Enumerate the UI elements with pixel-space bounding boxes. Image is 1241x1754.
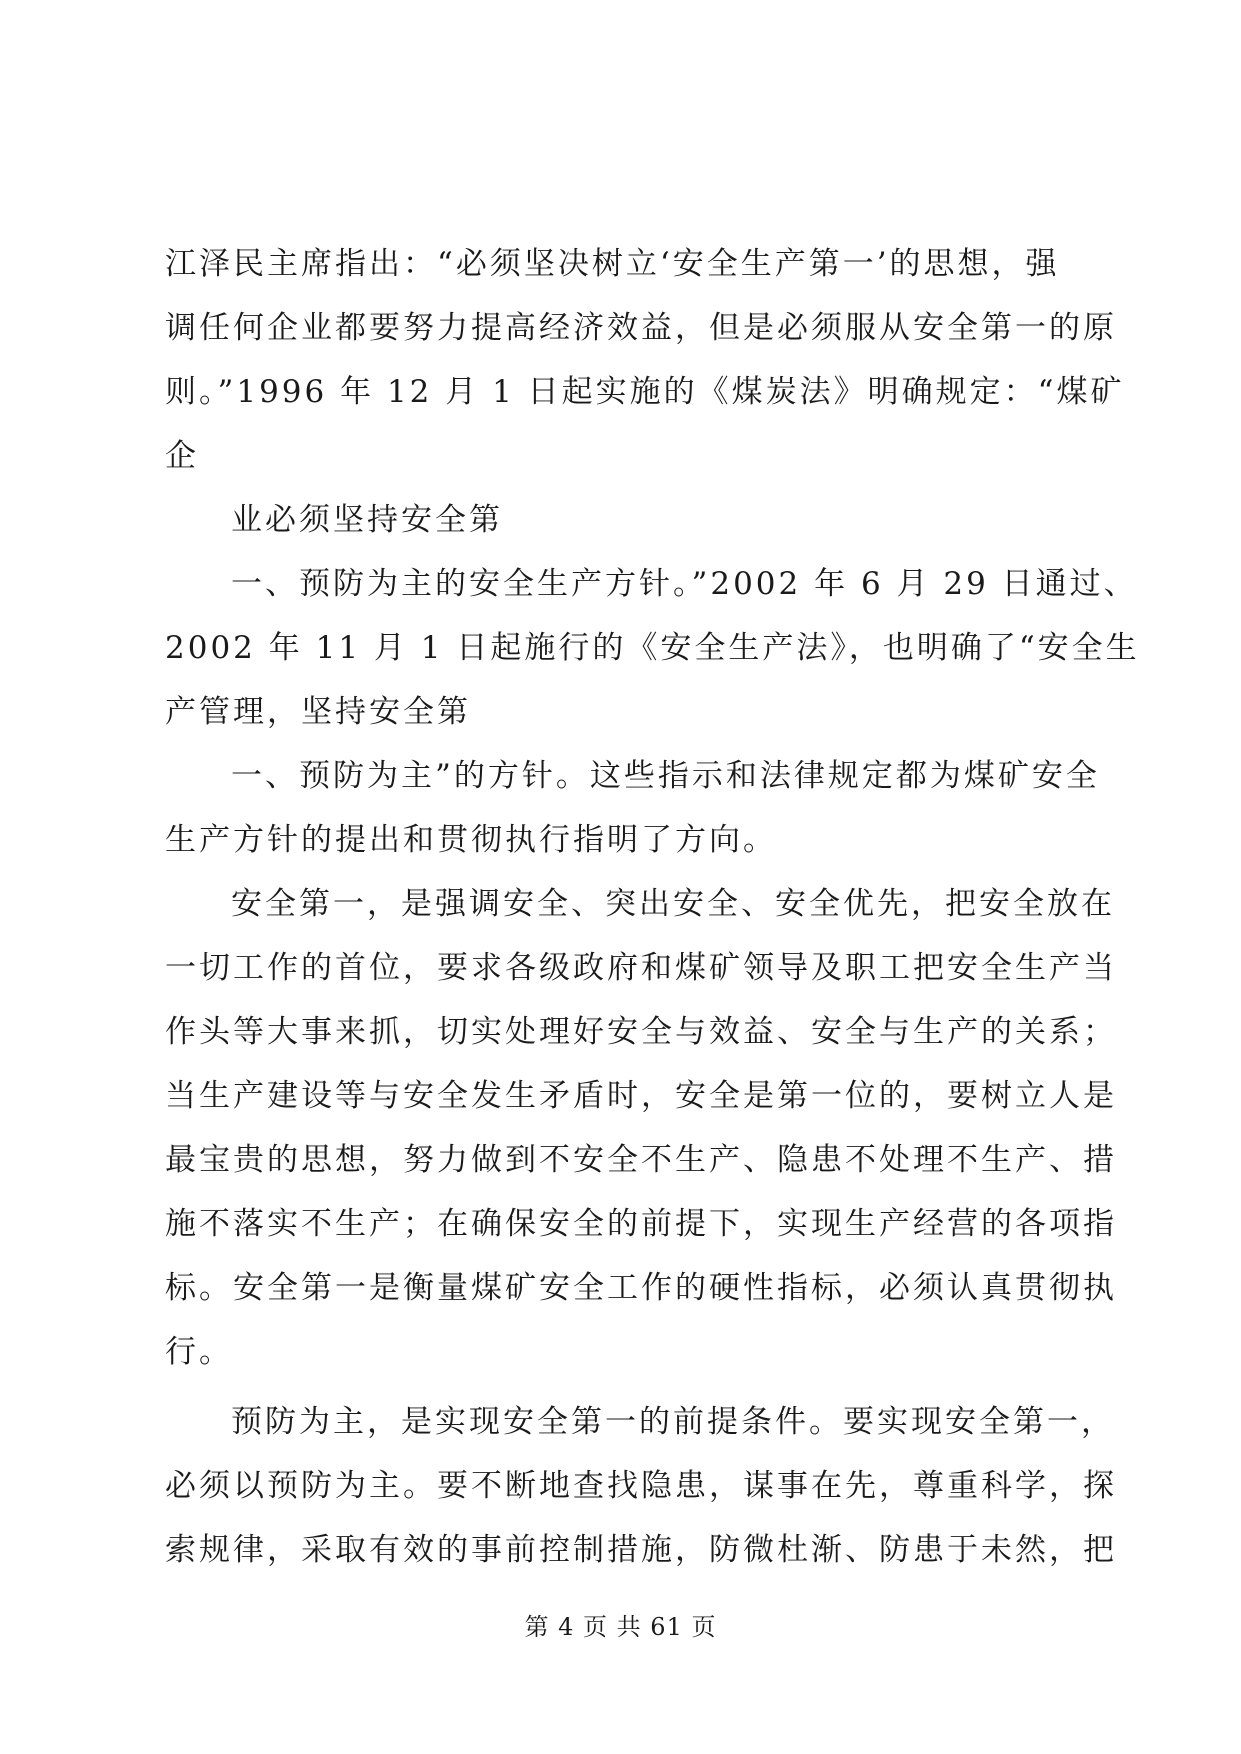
text-line: 施不落实不生产；在确保安全的前提下，实现生产经营的各项指 — [165, 1206, 1117, 1242]
text-line: 预防为主，是实现安全第一的前提条件。要实现安全第一， — [231, 1404, 1115, 1440]
text-line: 作头等大事来抓，切实处理好安全与效益、安全与生产的关系； — [165, 1014, 1117, 1050]
text-line: 索规律，采取有效的事前控制措施，防微杜渐、防患于未然，把 — [165, 1532, 1117, 1568]
text-line: 企 — [165, 438, 199, 474]
text-line: 2002 年 11 月 1 日起施行的《安全生产法》，也明确了“安全生 — [165, 630, 1140, 666]
page-footer: 第 4 页 共 61 页 — [524, 1613, 717, 1641]
text-line: 一切工作的首位，要求各级政府和煤矿领导及职工把安全生产当 — [165, 950, 1117, 986]
text-line: 一、预防为主的安全生产方针。”2002 年 6 月 29 日通过、 — [231, 566, 1138, 602]
text-line: 江泽民主席指出：“必须坚决树立‘安全生产第一’的思想，强 — [165, 246, 1060, 282]
body-text — [165, 232, 1140, 1582]
text-line: 生产方针的提出和贯彻执行指明了方向。 — [165, 822, 777, 858]
text-line: 安全第一，是强调安全、突出安全、安全优先，把安全放在 — [231, 886, 1115, 922]
text-line: 调任何企业都要努力提高经济效益，但是必须服从安全第一的原 — [165, 310, 1117, 346]
text-line: 当生产建设等与安全发生矛盾时，安全是第一位的，要树立人是 — [165, 1078, 1117, 1114]
text-line: 行。 — [165, 1334, 233, 1370]
text-line: 最宝贵的思想，努力做到不安全不生产、隐患不处理不生产、措 — [165, 1142, 1117, 1178]
text-line: 必须以预防为主。要不断地查找隐患，谋事在先，尊重科学，探 — [165, 1468, 1117, 1504]
text-line: 一、预防为主”的方针。这些指示和法律规定都为煤矿安全 — [231, 758, 1100, 794]
text-line: 标。安全第一是衡量煤矿安全工作的硬性指标，必须认真贯彻执 — [165, 1270, 1117, 1306]
text-line: 产管理，坚持安全第 — [165, 694, 471, 730]
text-line: 则。”1996 年 12 月 1 日起实施的《煤炭法》明确规定：“煤矿 — [165, 374, 1125, 410]
text-line: 业必须坚持安全第 — [231, 502, 503, 538]
